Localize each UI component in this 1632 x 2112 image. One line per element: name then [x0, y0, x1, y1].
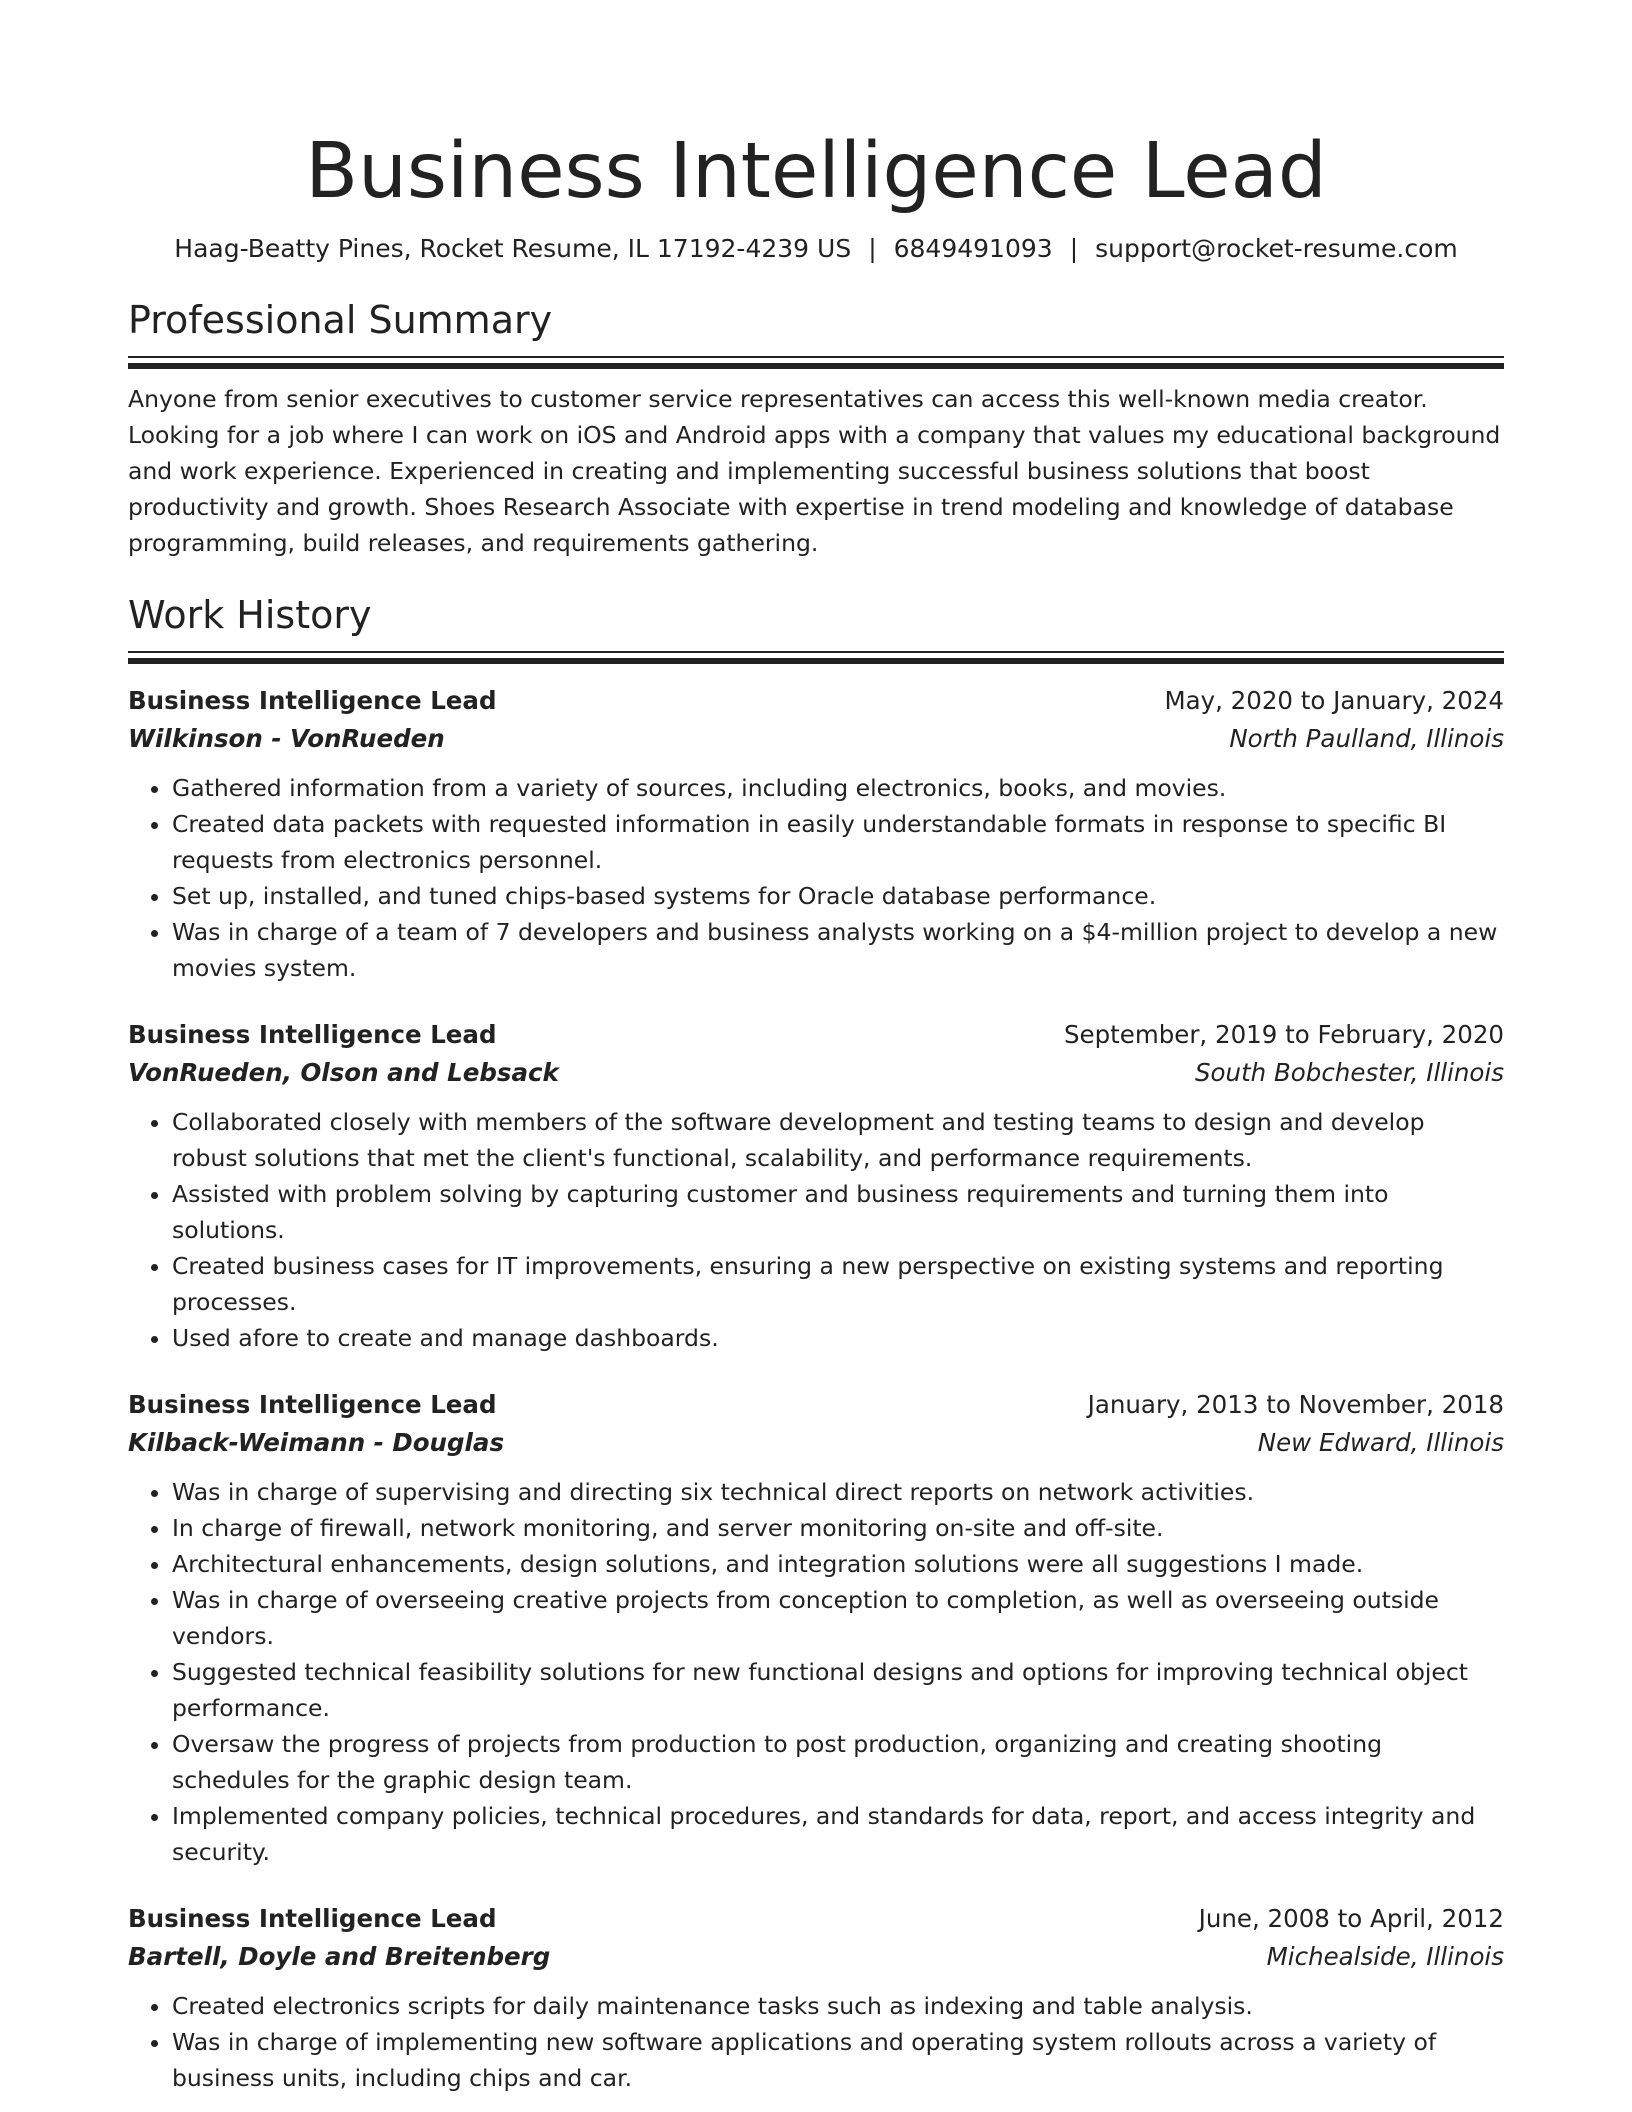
- job-entry: [128, 682, 1504, 986]
- contact-email: support@rocket-resume.com: [1095, 234, 1458, 263]
- job-title: Business Intelligence Lead: [128, 1904, 497, 1933]
- job-header-row: [128, 1016, 1504, 1054]
- job-company: Kilback-Weimann - Douglas: [128, 1428, 505, 1457]
- job-header-row: [128, 682, 1504, 720]
- job-company: Bartell, Doyle and Breitenberg: [128, 1942, 551, 1971]
- job-dates: September, 2019 to February, 2020: [1063, 1020, 1504, 1049]
- job-location: North Paulland, Illinois: [1229, 724, 1504, 753]
- summary-heading: Professional Summary: [128, 298, 553, 342]
- job-entry: [128, 1386, 1504, 1870]
- job-location: New Edward, Illinois: [1257, 1428, 1504, 1457]
- job-company-row: [128, 1938, 1504, 1976]
- job-bullets: [128, 1988, 1504, 2096]
- job-bullet: • In charge of firewall, network monitoring, and server monitoring on-site and off-site.: [172, 1510, 1504, 1546]
- job-bullet: • Assisted with problem solving by capturing customer and business requirements and turning them into solutions.: [172, 1176, 1504, 1248]
- job-bullet: • Created business cases for IT improvements, ensuring a new perspective on existing systems and reporting processes.: [172, 1248, 1504, 1320]
- job-bullet: • Suggested technical feasibility solutions for new functional designs and options for improving technical object performance.: [172, 1654, 1504, 1726]
- job-title: Business Intelligence Lead: [128, 686, 497, 715]
- job-dates: January, 2013 to November, 2018: [1087, 1390, 1504, 1419]
- job-bullet: • Implemented company policies, technical procedures, and standards for data, report, and access integrity and security.: [172, 1798, 1504, 1870]
- job-title: Business Intelligence Lead: [128, 1020, 497, 1049]
- contact-separator: |: [868, 234, 877, 263]
- job-header-row: [128, 1386, 1504, 1424]
- job-dates: May, 2020 to January, 2024: [1164, 686, 1504, 715]
- section-divider: [128, 356, 1504, 367]
- job-bullet: • Gathered information from a variety of sources, including electronics, books, and movies.: [172, 770, 1504, 806]
- job-bullet: • Was in charge of supervising and directing six technical direct reports on network activities.: [172, 1474, 1504, 1510]
- job-bullet: • Was in charge of implementing new software applications and operating system rollouts across a variety of business units, including chips and car.: [172, 2024, 1504, 2096]
- job-dates: June, 2008 to April, 2012: [1198, 1904, 1504, 1933]
- job-entry: [128, 1016, 1504, 1356]
- job-bullet: • Oversaw the progress of projects from production to post production, organizing and creating shooting schedules for the graphic design team.: [172, 1726, 1504, 1798]
- job-company: VonRueden, Olson and Lebsack: [128, 1058, 559, 1087]
- summary-section: [128, 296, 1504, 561]
- job-bullet: • Was in charge of overseeing creative projects from conception to completion, as well as overseeing outside vendors.: [172, 1582, 1504, 1654]
- job-company-row: [128, 720, 1504, 758]
- job-bullet: • Created electronics scripts for daily maintenance tasks such as indexing and table analysis.: [172, 1988, 1504, 2024]
- work-history-section: [128, 591, 1504, 2096]
- resume-title: Business Intelligence Lead: [305, 127, 1327, 216]
- job-location: Michealside, Illinois: [1266, 1942, 1504, 1971]
- work-history-heading: Work History: [128, 593, 372, 637]
- job-bullet: • Architectural enhancements, design solutions, and integration solutions were all suggestions I made.: [172, 1546, 1504, 1582]
- contact-separator: |: [1069, 234, 1079, 263]
- contact-line: [128, 232, 1504, 266]
- job-entry: [128, 1900, 1504, 2096]
- job-bullets: [128, 770, 1504, 986]
- job-bullets: [128, 1104, 1504, 1356]
- job-company-row: [128, 1424, 1504, 1462]
- summary-text: Anyone from senior executives to customer service representatives can access this well-known media creator. Looking for a job where I can work on iOS and Android apps with a company that values my educational background and work experience. Experienced in creating and implementing successful business solutions that boost productivity and growth. Shoes Research Associate with expertise in trend modeling and knowledge of database programming, build releases, and requirements gathering.: [128, 385, 1501, 557]
- job-bullet: • Created data packets with requested information in easily understandable formats in response to specific BI requests from electronics personnel.: [172, 806, 1504, 878]
- job-bullet: • Was in charge of a team of 7 developers and business analysts working on a $4-million project to develop a new movies system.: [172, 914, 1504, 986]
- job-header-row: [128, 1900, 1504, 1938]
- job-bullets: [128, 1474, 1504, 1870]
- job-bullet: • Used afore to create and manage dashboards.: [172, 1320, 1504, 1356]
- job-company-row: [128, 1054, 1504, 1092]
- job-title: Business Intelligence Lead: [128, 1390, 497, 1419]
- job-company: Wilkinson - VonRueden: [128, 724, 445, 753]
- job-location: South Bobchester, Illinois: [1195, 1058, 1504, 1087]
- section-divider: [128, 651, 1504, 662]
- contact-phone: 6849491093: [893, 234, 1053, 263]
- job-bullet: • Collaborated closely with members of the software development and testing teams to design and develop robust solutions that met the client's functional, scalability, and performance requirements.: [172, 1104, 1504, 1176]
- job-bullet: • Set up, installed, and tuned chips-based systems for Oracle database performance.: [172, 878, 1504, 914]
- contact-address: Haag-Beatty Pines, Rocket Resume, IL 17192-4239 US: [174, 234, 852, 263]
- resume-page: [128, 0, 1504, 2096]
